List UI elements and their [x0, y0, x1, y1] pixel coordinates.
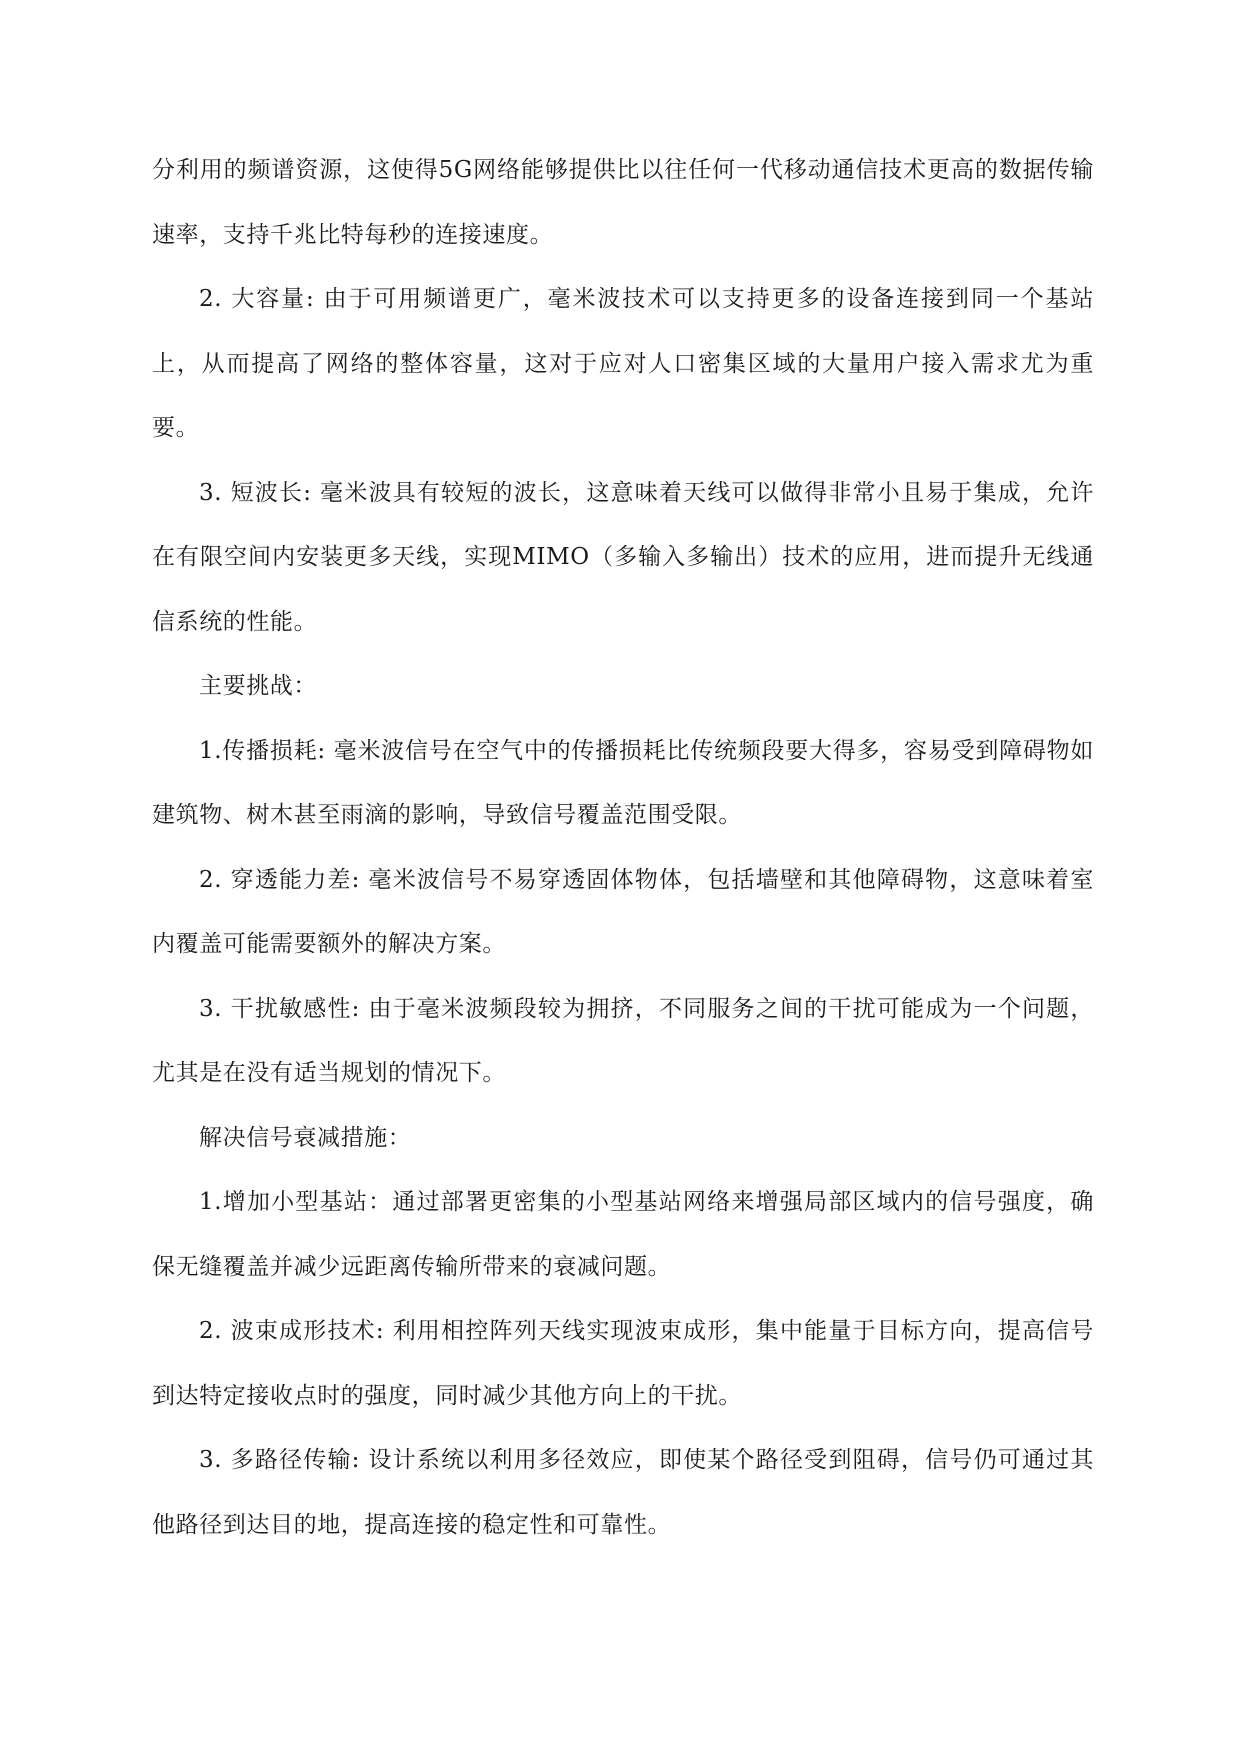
paragraph-interference-sensitivity: 3. 干扰敏感性: 由于毫米波频段较为拥挤，不同服务之间的干扰可能成为一个问题，尤其是在没有适当规划的情况下。 [152, 995, 1094, 1086]
paragraph-short-wavelength: 3. 短波长: 毫米波具有较短的波长，这意味着天线可以做得非常小且易于集成，允许在有限空间内安装更多天线，实现MIMO（多输入多输出）技术的应用，进而提升无线通信系统的性能。 [152, 479, 1094, 635]
paragraph-poor-penetration: 2. 穿透能力差: 毫米波信号不易穿透固体物体，包括墙壁和其他障碍物，这意味着室内覆盖可能需要额外的解决方案。 [152, 866, 1094, 957]
heading-main-challenges: 主要挑战： [199, 673, 317, 699]
paragraph-continuation-data-rate: 分利用的频谱资源，这使得5G网络能够提供比以往任何一代移动通信技术更高的数据传输速率，支持千兆比特每秒的连接速度。 [152, 157, 1094, 248]
paragraph-propagation-loss: 1.传播损耗: 毫米波信号在空气中的传播损耗比传统频段要大得多，容易受到障碍物如建筑物、树木甚至雨滴的影响，导致信号覆盖范围受限。 [152, 737, 1094, 828]
paragraph-multipath: 3. 多路径传输: 设计系统以利用多径效应，即使某个路径受到阻碍，信号仍可通过其他路径到达目的地，提高连接的稳定性和可靠性。 [152, 1447, 1094, 1538]
paragraph-beamforming: 2. 波束成形技术: 利用相控阵列天线实现波束成形，集中能量于目标方向，提高信号到达特定接收点时的强度，同时减少其他方向上的干扰。 [152, 1318, 1094, 1409]
paragraph-small-cells: 1.增加小型基站：通过部署更密集的小型基站网络来增强局部区域内的信号强度，确保无缝覆盖并减少远距离传输所带来的衰减问题。 [152, 1189, 1094, 1280]
paragraph-large-capacity: 2. 大容量: 由于可用频谱更广，毫米波技术可以支持更多的设备连接到同一个基站上，从而提高了网络的整体容量，这对于应对人口密集区域的大量用户接入需求尤为重要。 [152, 286, 1094, 441]
document-page [152, 138, 1094, 1557]
heading-attenuation-measures: 解决信号衰减措施： [199, 1124, 412, 1151]
